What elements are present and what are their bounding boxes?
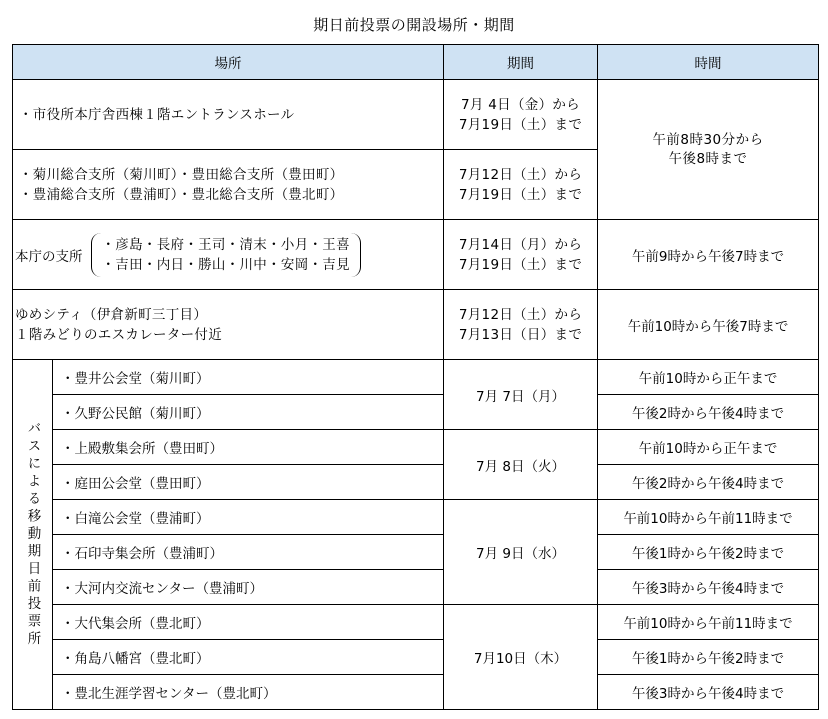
bus-stop-time: 午後2時から午後4時まで bbox=[598, 465, 819, 500]
bus-stop-time: 午後1時から午後2時まで bbox=[598, 640, 819, 675]
header-place: 場所 bbox=[13, 45, 444, 80]
table-row bbox=[13, 360, 819, 395]
header-period: 期間 bbox=[444, 45, 598, 80]
period-line: 7月14日（月）から bbox=[458, 236, 583, 253]
table-row bbox=[13, 535, 819, 570]
place-line: ・豊浦総合支所（豊浦町）・豊北総合支所（豊北町） bbox=[19, 186, 344, 203]
table-row bbox=[13, 675, 819, 710]
bus-stop-place: ・大代集会所（豊北町） bbox=[53, 605, 444, 640]
table-row bbox=[13, 605, 819, 640]
place-line: ・吉田・内日・勝山・川中・安岡・吉見 bbox=[101, 256, 350, 273]
bus-date: 7月 7日（月） bbox=[444, 360, 598, 430]
time-line: 午後8時まで bbox=[668, 150, 748, 167]
place-line: １階みどりのエスカレーター付近 bbox=[15, 326, 222, 343]
period-line: 7月13日（日）まで bbox=[458, 326, 583, 343]
bus-stop-place: ・庭田公会堂（豊田町） bbox=[53, 465, 444, 500]
schedule-table bbox=[12, 44, 819, 710]
period-cell bbox=[444, 80, 598, 150]
bus-stop-place: ・大河内交流センター（豊浦町） bbox=[53, 570, 444, 605]
time-line: 午前8時30分から bbox=[652, 131, 764, 148]
table-row bbox=[13, 80, 819, 150]
bus-stop-place: ・白滝公会堂（豊浦町） bbox=[53, 500, 444, 535]
branch-label: 本庁の支所 bbox=[15, 248, 83, 265]
header-time: 時間 bbox=[598, 45, 819, 80]
time-cell: 午前9時から午後7時まで bbox=[598, 220, 819, 290]
table-row bbox=[13, 395, 819, 430]
period-line: 7月 4日（金）から bbox=[461, 96, 580, 113]
bus-date: 7月10日（木） bbox=[444, 605, 598, 710]
period-line: 7月12日（土）から bbox=[458, 306, 583, 323]
bus-stop-time: 午前10時から午前11時まで bbox=[598, 500, 819, 535]
table-row bbox=[13, 570, 819, 605]
place-line: ・市役所本庁舎西棟１階エントランスホール bbox=[19, 106, 295, 123]
period-line: 7月19日（土）まで bbox=[458, 186, 583, 203]
table-row bbox=[13, 290, 819, 360]
bus-label: バスによる移動期日前投票所 bbox=[24, 420, 41, 649]
bus-stop-time: 午後2時から午後4時まで bbox=[598, 395, 819, 430]
place-cell bbox=[13, 150, 444, 220]
bus-stop-place: ・豊北生涯学習センター（豊北町） bbox=[53, 675, 444, 710]
table-row bbox=[13, 640, 819, 675]
bus-date: 7月 9日（水） bbox=[444, 500, 598, 605]
place-line: ゆめシティ（伊倉新町三丁目） bbox=[15, 306, 208, 323]
bus-stop-time: 午後3時から午後4時まで bbox=[598, 570, 819, 605]
page-title: 期日前投票の開設場所・期間 bbox=[313, 16, 515, 34]
period-cell bbox=[444, 290, 598, 360]
bus-label-cell bbox=[13, 360, 53, 710]
bus-stop-place: ・角島八幡宮（豊北町） bbox=[53, 640, 444, 675]
table-row bbox=[13, 465, 819, 500]
table-row bbox=[13, 430, 819, 465]
place-cell bbox=[13, 220, 444, 290]
time-cell: 午前10時から午後7時まで bbox=[598, 290, 819, 360]
place-line: ・菊川総合支所（菊川町）・豊田総合支所（豊田町） bbox=[19, 166, 344, 183]
table-row bbox=[13, 220, 819, 290]
shared-time-cell bbox=[598, 80, 819, 220]
place-cell bbox=[13, 290, 444, 360]
period-cell bbox=[444, 220, 598, 290]
place-line: ・彦島・長府・王司・清末・小月・王喜 bbox=[101, 236, 350, 253]
bus-stop-place: ・豊井公会堂（菊川町） bbox=[53, 360, 444, 395]
branch-list bbox=[91, 233, 361, 277]
bus-stop-place: ・久野公民館（菊川町） bbox=[53, 395, 444, 430]
place-cell bbox=[13, 80, 444, 150]
period-cell bbox=[444, 150, 598, 220]
bus-stop-time: 午後1時から午後2時まで bbox=[598, 535, 819, 570]
period-line: 7月12日（土）から bbox=[458, 166, 583, 183]
header-row bbox=[13, 45, 819, 80]
bus-stop-place: ・上殿敷集会所（豊田町） bbox=[53, 430, 444, 465]
bus-stop-time: 午後3時から午後4時まで bbox=[598, 675, 819, 710]
period-line: 7月19日（土）まで bbox=[458, 116, 583, 133]
bus-stop-time: 午前10時から午前11時まで bbox=[598, 605, 819, 640]
period-line: 7月19日（土）まで bbox=[458, 256, 583, 273]
bus-date: 7月 8日（火） bbox=[444, 430, 598, 500]
bus-stop-time: 午前10時から正午まで bbox=[598, 430, 819, 465]
bus-stop-time: 午前10時から正午まで bbox=[598, 360, 819, 395]
bus-stop-place: ・石印寺集会所（豊浦町） bbox=[53, 535, 444, 570]
table-row bbox=[13, 500, 819, 535]
